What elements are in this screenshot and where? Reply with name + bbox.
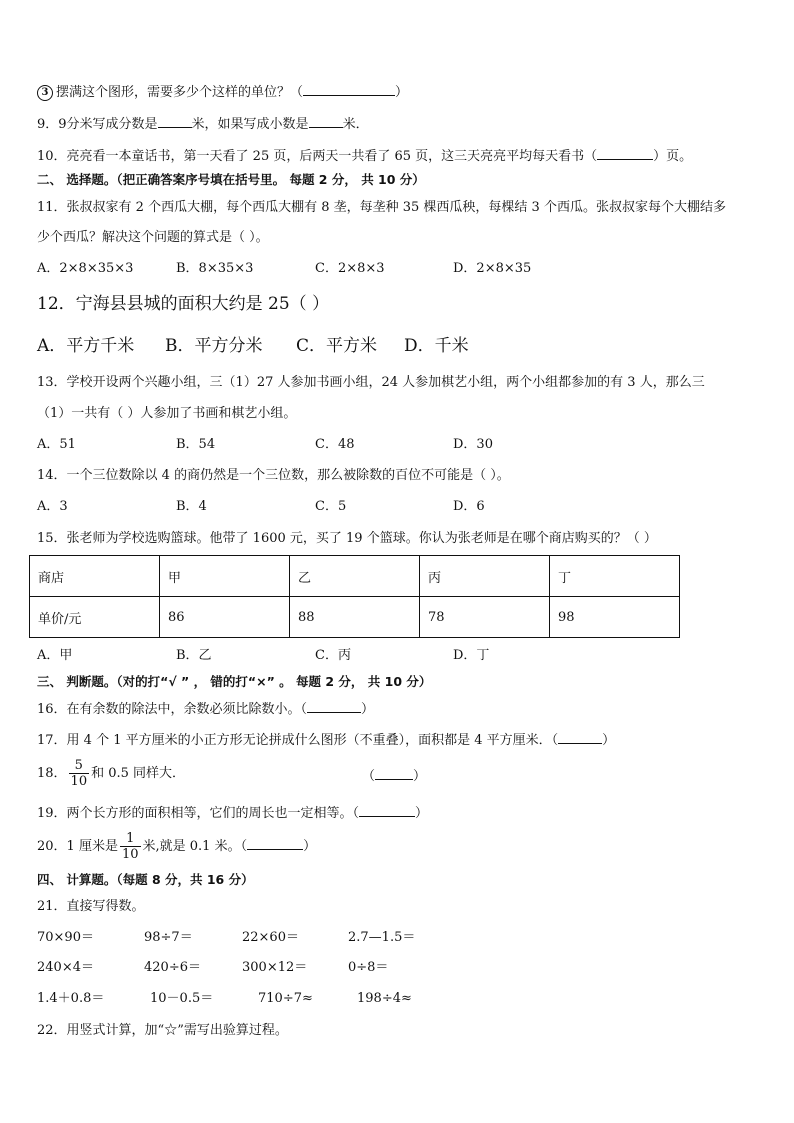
calc-item: 70×90＝ (37, 930, 94, 945)
calc-item: 198÷4≈ (357, 991, 412, 1006)
option-d[interactable]: D．千米 (404, 336, 469, 356)
option-c[interactable]: C．48 (315, 437, 355, 452)
question-8-3: 3 摆满这个图形，需要多少个这样的单位？（ ） (37, 82, 408, 102)
question-10: 10．亮亮看一本童话书，第一天看了 25 页，后两天一共看了 65 页，这三天亮亮平均每天看书（ ）页。 (37, 146, 692, 166)
option-b[interactable]: B．54 (176, 437, 216, 452)
table-cell: 98 (549, 597, 679, 638)
question-22: 22．用竖式计算，加“☆”需写出验算过程。 (37, 1023, 288, 1038)
question-19: 19．两个长方形的面积相等，它们的周长也一定相等。（ ） (37, 803, 428, 823)
calc-item: 98÷7＝ (144, 930, 193, 945)
option-d[interactable]: D．30 (453, 437, 493, 452)
option-d[interactable]: D．6 (453, 499, 485, 514)
question-12: 12．宁海县县城的面积大约是 25（ ） (37, 294, 330, 314)
calc-item: 300×12＝ (242, 960, 308, 975)
answer-blank[interactable] (247, 836, 303, 850)
table-cell: 单价/元 (30, 597, 160, 638)
option-d[interactable]: D．丁 (453, 648, 490, 663)
price-table (29, 555, 680, 638)
question-20: 20．1 厘米是 $\frac{1}{10}$ 米,就是 0.1 米。（ ） (37, 831, 317, 862)
answer-blank[interactable] (375, 766, 413, 780)
table-cell: 88 (289, 597, 419, 638)
option-c[interactable]: C．平方米 (296, 336, 378, 356)
option-a[interactable]: A．甲 (37, 648, 73, 663)
answer-blank[interactable] (158, 114, 192, 128)
option-c[interactable]: C．2×8×3 (315, 261, 385, 276)
table-cell: 甲 (160, 556, 290, 597)
fraction: $\frac{1}{10}$ (121, 831, 139, 862)
question-18-answer: （ ） (362, 766, 426, 786)
option-b[interactable]: B．平方分米 (165, 336, 263, 356)
option-a[interactable]: A．平方千米 (37, 336, 135, 356)
calc-item: 2.7—1.5＝ (348, 930, 416, 945)
calc-item: 710÷7≈ (258, 991, 313, 1006)
question-9: 9．9分米写成分数是 米，如果写成小数是 米． (37, 114, 369, 134)
question-14: 14．一个三位数除以 4 的商仍然是一个三位数，那么被除数的百位不可能是（ ）。 (37, 468, 510, 483)
table-cell: 乙 (289, 556, 419, 597)
calc-item: 1.4＋0.8＝ (37, 991, 105, 1006)
calc-item: 0÷8＝ (348, 960, 389, 975)
table-row (30, 556, 680, 597)
question-17: 17．用 4 个 1 平方厘米的小正方形无论拼成什么图形（不重叠），面积都是 4 平方厘米．（ ） (37, 730, 615, 750)
question-11-line-1: 11．张叔叔家有 2 个西瓜大棚，每个西瓜大棚有 8 垄，每垄种 35 棵西瓜秧，每棵结 3 个西瓜。张叔叔家每个大棚结多 (37, 200, 726, 215)
fraction: $\frac{5}{10}$ (70, 758, 88, 789)
calc-item: 420÷6＝ (144, 960, 201, 975)
question-13-line-2: （1）一共有（ ）人参加了书画和棋艺小组。 (37, 406, 297, 421)
table-cell: 78 (419, 597, 549, 638)
option-c[interactable]: C．5 (315, 499, 347, 514)
option-a[interactable]: A．51 (37, 437, 76, 452)
section-2-heading: 二、 选择题。（把正确答案序号填在括号里。 每题 2 分， 共 10 分） (37, 172, 425, 187)
answer-blank[interactable] (359, 803, 415, 817)
table-cell: 丁 (549, 556, 679, 597)
section-3-heading: 三、 判断题。（对的打“√ ” ， 错的打“×” 。 每题 2 分， 共 10 分） (37, 674, 432, 689)
option-d[interactable]: D．2×8×35 (453, 261, 532, 276)
calc-item: 22×60＝ (242, 930, 299, 945)
question-15: 15．张老师为学校选购篮球。他带了 1600 元，买了 19 个篮球。你认为张老师是在哪个商店购买的？（ ） (37, 531, 657, 546)
table-cell: 86 (160, 597, 290, 638)
question-16: 16．在有余数的除法中，余数必须比除数小。（ ） (37, 699, 374, 719)
answer-blank[interactable] (309, 114, 343, 128)
option-a[interactable]: A．3 (37, 499, 68, 514)
section-4-heading: 四、 计算题。（每题 8 分，共 16 分） (37, 872, 254, 887)
answer-blank[interactable] (558, 730, 602, 744)
question-18: 18． $\frac{5}{10}$ 和 0.5 同样大． (37, 758, 186, 789)
calc-item: 240×4＝ (37, 960, 94, 975)
answer-blank[interactable] (303, 82, 395, 96)
option-a[interactable]: A．2×8×35×3 (37, 261, 134, 276)
option-b[interactable]: B．4 (176, 499, 207, 514)
answer-blank[interactable] (307, 699, 361, 713)
option-c[interactable]: C．丙 (315, 648, 351, 663)
calc-item: 10－0.5＝ (150, 991, 214, 1006)
question-13-line-1: 13．学校开设两个兴趣小组，三（1）27 人参加书画小组，24 人参加棋艺小组，两个小组都参加的有 3 人，那么三 (37, 375, 705, 390)
option-b[interactable]: B．8×35×3 (176, 261, 254, 276)
circled-number-marker: 3 (37, 85, 53, 101)
question-11-line-2: 少个西瓜？解决这个问题的算式是（ ）。 (37, 230, 269, 245)
answer-blank[interactable] (597, 146, 653, 160)
option-b[interactable]: B．乙 (176, 648, 212, 663)
table-cell: 丙 (419, 556, 549, 597)
table-cell: 商店 (30, 556, 160, 597)
question-21-title: 21．直接写得数。 (37, 899, 145, 914)
table-row (30, 597, 680, 638)
